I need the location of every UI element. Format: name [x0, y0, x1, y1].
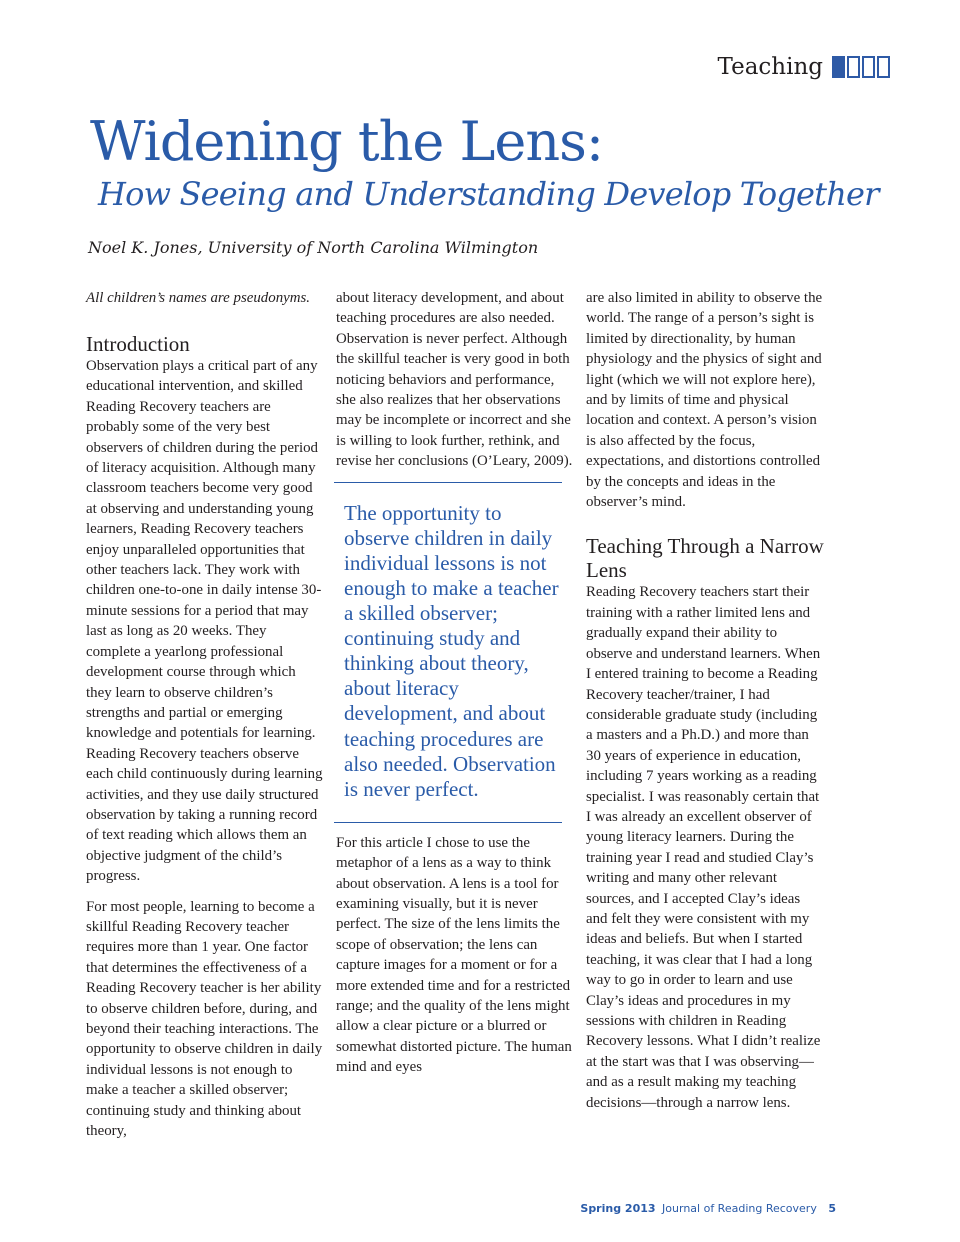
tag-box-icon: [862, 56, 875, 78]
pull-quote-text: The opportunity to observe children in daily individual lessons is not enough to make a teacher a skilled observer; continuing study and thinking about theory, about literacy development, and about teaching procedures are also needed. Observation is never perfect.: [344, 500, 559, 801]
column-2: [336, 288, 574, 1078]
section-label: Teaching: [717, 54, 823, 80]
author-byline: Noel K. Jones, University of North Carolina Wilmington: [88, 238, 539, 257]
footer-journal: Journal of Reading Recovery: [662, 1202, 817, 1215]
column-3: [586, 288, 824, 1113]
paragraph: Reading Recovery teachers start their training with a rather limited lens and gradually expand their ability to observe and understand learners. When I entered training to become a Reading Recovery teacher/trainer, I had considerable graduate study (including a masters and a Ph.D.) and more than 30 years of experience in education, including 7 years working as a reading specialist. I was reasonably certain that I was already an excellent observer of young literacy learners. During the training year I read and studied Clay’s writing and many other relevant sources, and I accepted Clay’s ideas and felt they were consistent with my ideas and beliefs. But when I started teaching, it was clear that I had a long way to go in order to learn and use Clay’s ideas and procedures in my sessions with children in Reading Recovery lessons. What I didn’t realize at the start was that I was observing—and as a result making my teaching decisions—through a narrow lens.: [586, 584, 821, 1111]
column-1: [86, 288, 324, 1141]
paragraph: For most people, learning to become a skillful Reading Recovery teacher requires more than 1 year. One factor that determines the effectiveness of a Reading Recovery teacher is her ability to observe children before, during, and beyond their teaching interactions. The opportunity to observe children in daily individual lessons is not enough to make a teacher a skilled observer; continuing study and thinking about theory,: [86, 898, 323, 1140]
tag-box-icon: [877, 56, 890, 78]
paragraph: about literacy development, and about teaching procedures are also needed. Observation is never perfect. Although the skillful teacher is very good in both noticing behaviors and performance, she also realizes that her observations may be incomplete or incorrect and she is willing to look further, rethink, and revise her conclusions (O’Leary, 2009).: [336, 290, 573, 470]
paragraph: are also limited in ability to observe the world. The range of a person’s sight is limited by directionality, by human physiology and the physics of sight and light (which we will not explore here), and by limits of time and physical location and context. A person’s vision is also affected by the focus, expectations, and distortions controlled by the concepts and ideas in the observer’s mind.: [586, 290, 823, 511]
heading-narrow-lens: Teaching Through a Narrow Lens: [586, 534, 824, 583]
footer-issue: Spring 2013: [580, 1202, 656, 1215]
page-footer: [580, 1202, 836, 1215]
section-tag-boxes-icon: [832, 56, 890, 78]
pull-quote: [334, 482, 562, 823]
section-tag: [718, 54, 890, 80]
paragraph: Observation plays a critical part of any educational intervention, and skilled Reading Recovery teachers are probably some of the very best observers of children during the period of literacy acquisition. Although many classroom teachers become very good at observing and understanding young learners, Reading Recovery teachers enjoy unparalleled opportunities that other teachers lack. They work with children one-to-one in daily intense 30-minute sessions for a period that may last as long as 20 weeks. They complete a yearlong professional development course through which they learn to observe children’s strengths and partial or emerging knowledge and potentials for learning. Reading Recovery teachers observe each child continuously during learning activities, and they use daily structured observation by taking a running record of text reading which allows them an objective judgment of the child’s progress.: [86, 358, 323, 885]
page-number: 5: [828, 1202, 836, 1215]
heading-introduction: Introduction: [86, 332, 190, 356]
pseudonym-note: All children’s names are pseudonyms.: [86, 290, 311, 306]
tag-box-icon: [847, 56, 860, 78]
article-title: Widening the Lens:: [90, 110, 604, 173]
tag-box-icon: [832, 56, 845, 78]
paragraph: For this article I chose to use the metaphor of a lens as a way to think about observation. A lens is a tool for examining visually, but it is never perfect. The size of the lens limits the scope of observation; the lens can capture images for a moment or for a more extended time and for a restricted range; and the quality of the lens might allow a clear picture or a blurred or somewhat distorted picture. The human mind and eyes: [336, 834, 572, 1076]
article-subtitle: How Seeing and Understanding Develop Together: [98, 175, 879, 213]
